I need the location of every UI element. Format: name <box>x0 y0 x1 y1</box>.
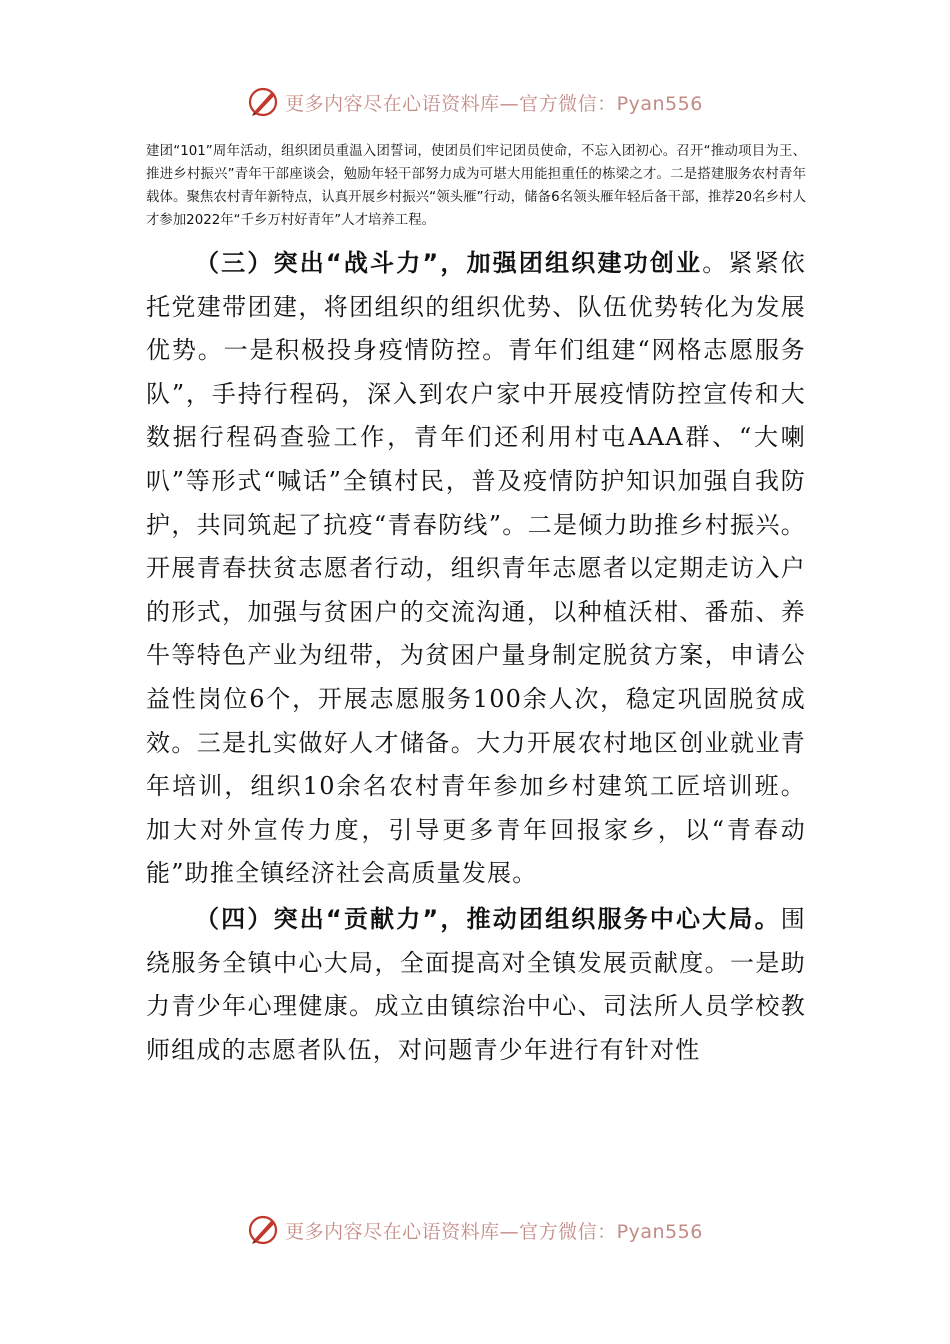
watermark-text: 更多内容尽在心语资料库—官方微信：Pyan556 <box>285 1220 703 1243</box>
watermark-text: 更多内容尽在心语资料库—官方微信：Pyan556 <box>285 92 703 115</box>
section-3-separator: 。 <box>702 249 729 277</box>
section-4-body: 围绕服务全镇中心大局，全面提高对全镇发展贡献度。一是助力青少年心理健康。成立由镇综治中心、司法所人员学校教师组成的志愿者队伍，对问题青少年进行有针对性 <box>146 904 806 1064</box>
document-body <box>146 140 806 1072</box>
section-3-body: 紧紧依托党建带团建，将团组织的组织优势、队伍优势转化为发展优势。一是积极投身疫情防控。青年们组建“网格志愿服务队”，手持行程码，深入到农户家中开展疫情防控宣传和大数据行程码查验工作，青年们还利用村屯AAA群、“大喇叭”等形式“喊话”全镇村民，普及疫情防护知识加强自我防护，共同筑起了抗疫“青春防线”。二是倾力助推乡村振兴。开展青春扶贫志愿者行动，组织青年志愿者以定期走访入户的形式，加强与贫困户的交流沟通，以种植沃柑、番茄、养牛等特色产业为纽带，为贫困户量身制定脱贫方案，申请公益性岗位6个，开展志愿服务100余人次，稳定巩固脱贫成效。三是扎实做好人才储备。大力开展农村地区创业就业青年培训，组织10余名农村青年参加乡村建筑工匠培训班。加大对外宣传力度，引导更多青年回报家乡，以“青春动能”助推全镇经济社会高质量发展。 <box>146 249 806 888</box>
pen-logo-icon <box>247 86 279 118</box>
paragraph-section-3 <box>146 242 806 896</box>
pen-logo-icon <box>247 1214 279 1246</box>
watermark-header <box>0 82 950 122</box>
paragraph-continued: 建团“101”周年活动，组织团员重温入团誓词，使团员们牢记团员使命，不忘入团初心。召开“推动项目为王、推进乡村振兴”青年干部座谈会，勉励年轻干部努力成为可堪大用能担重任的栋梁之才。二是搭建服务农村青年载体。聚焦农村青年新特点，认真开展乡村振兴“领头雁”行动，储备6名领头雁年轻后备干部，推荐20名乡村人才参加2022年“千乡万村好青年”人才培养工程。 <box>146 144 806 228</box>
section-3-heading: （三）突出“战斗力”，加强团组织建功创业 <box>194 249 703 277</box>
watermark-footer <box>0 1210 950 1250</box>
section-4-heading: （四）突出“贡献力”，推动团组织服务中心大局。 <box>194 904 781 933</box>
paragraph-section-4 <box>146 898 806 1072</box>
